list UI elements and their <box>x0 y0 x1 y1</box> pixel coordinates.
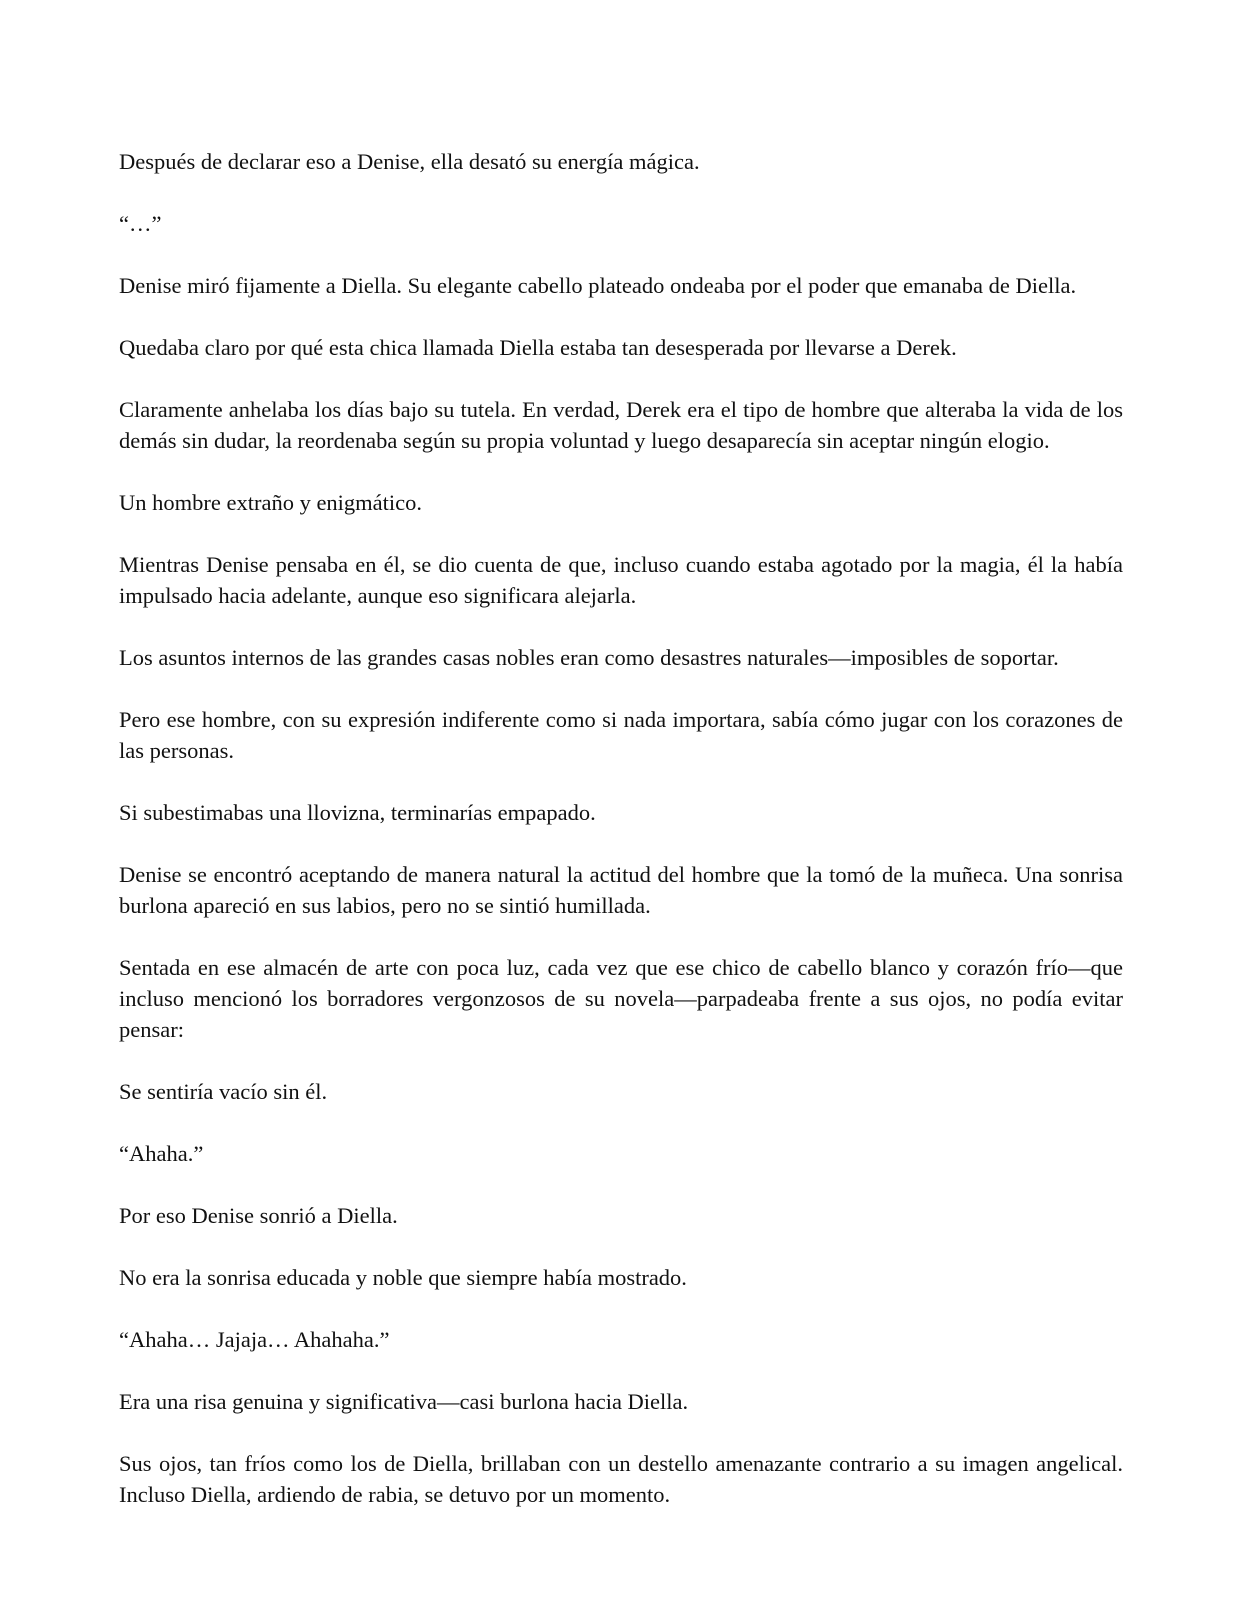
paragraph: Si subestimabas una llovizna, terminarías empapado. <box>119 800 596 825</box>
paragraph: Mientras Denise pensaba en él, se dio cuenta de que, incluso cuando estaba agotado por la magia, él la había impulsado hacia adelante, aunque eso significara alejarla. <box>119 552 1123 608</box>
paragraph: Claramente anhelaba los días bajo su tutela. En verdad, Derek era el tipo de hombre que alteraba la vida de los demás sin dudar, la reordenaba según su propia voluntad y luego desaparecía sin aceptar ningún elogio. <box>119 397 1123 453</box>
paragraph: “…” <box>119 211 162 236</box>
document-body <box>119 146 1123 1510</box>
paragraph: Denise se encontró aceptando de manera natural la actitud del hombre que la tomó de la muñeca. Una sonrisa burlona apareció en sus labios, pero no se sintió humillada. <box>119 862 1123 918</box>
paragraph: Los asuntos internos de las grandes casas nobles eran como desastres naturales—imposibles de soportar. <box>119 645 1059 670</box>
paragraph: Denise miró fijamente a Diella. Su elegante cabello plateado ondeaba por el poder que emanaba de Diella. <box>119 273 1077 298</box>
paragraph: Pero ese hombre, con su expresión indiferente como si nada importara, sabía cómo jugar con los corazones de las personas. <box>119 707 1123 763</box>
paragraph: Un hombre extraño y enigmático. <box>119 490 423 515</box>
paragraph: Se sentiría vacío sin él. <box>119 1079 328 1104</box>
paragraph: Sentada en ese almacén de arte con poca luz, cada vez que ese chico de cabello blanco y corazón frío—que incluso mencionó los borradores vergonzosos de su novela—parpadeaba frente a sus ojos, no podía evitar pensar: <box>119 955 1123 1042</box>
paragraph: Quedaba claro por qué esta chica llamada Diella estaba tan desesperada por llevarse a Derek. <box>119 335 957 360</box>
paragraph: Era una risa genuina y significativa—casi burlona hacia Diella. <box>119 1389 689 1414</box>
paragraph: Después de declarar eso a Denise, ella desató su energía mágica. <box>119 149 700 174</box>
paragraph: “Ahaha.” <box>119 1141 204 1166</box>
paragraph: Sus ojos, tan fríos como los de Diella, brillaban con un destello amenazante contrario a su imagen angelical. Incluso Diella, ardiendo de rabia, se detuvo por un momento. <box>119 1451 1123 1507</box>
paragraph: “Ahaha… Jajaja… Ahahaha.” <box>119 1327 390 1352</box>
paragraph: Por eso Denise sonrió a Diella. <box>119 1203 398 1228</box>
paragraph: No era la sonrisa educada y noble que siempre había mostrado. <box>119 1265 687 1290</box>
